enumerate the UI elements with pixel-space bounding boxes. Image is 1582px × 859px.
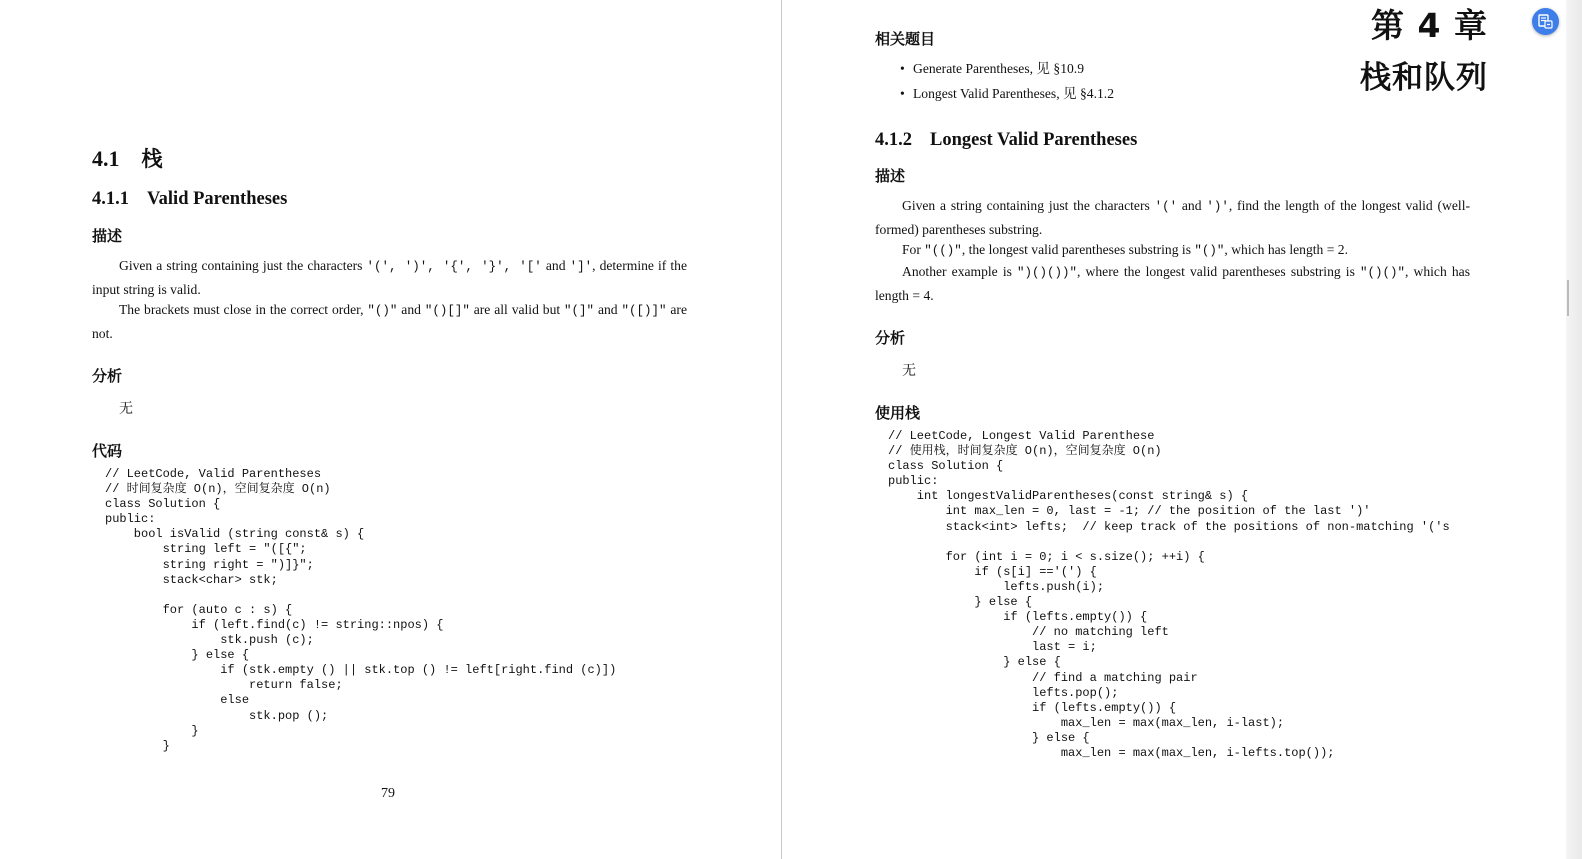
subsection-title: Valid Parentheses (147, 189, 288, 209)
subsection-number: 4.1.1 (92, 189, 129, 209)
code-literal: "(]" (564, 304, 595, 318)
text-run: are not. (92, 302, 687, 341)
text-run: , the longest valid parentheses substring is (961, 242, 1195, 257)
section-heading (92, 143, 163, 173)
code-literal: '(', ')', '{', '}', '[' (366, 260, 542, 274)
code-literal: "()" (367, 304, 398, 318)
description-paragraph (92, 255, 687, 300)
code-literal: "(()" (924, 244, 962, 258)
code-block: // LeetCode, Valid Parentheses // 时间复杂度 O(n)，空间复杂度 O(n) class Solution { public: bool isValid (string const& s) { string left = "([{"; string right = ")]}"; stack<char> stk; for (auto c : s) { if (left.find(c) != string::npos) { stk.push (c); } else { if (stk.empty () || stk.top () != left[right.find (c)]) return false; else stk.pop (); } } (105, 467, 617, 753)
analysis-heading: 分析 (92, 367, 123, 385)
code-block: // LeetCode, Longest Valid Parenthese // 使用栈，时间复杂度 O(n)，空间复杂度 O(n) class Solution { public: int longestValidParentheses(const string& s) { int max_len = 0, last = -1; // the position of the last ')' stack<int> lefts; // keep track of the positions of non-matching '('s for (int i = 0; i < s.size(); ++i) { if (s[i] =='(') { lefts.push(i); } else { if (lefts.empty()) { // no matching left last = i; } else { // find a matching pair lefts.pop(); if (lefts.empty()) { max_len = max(max_len, i-last); } else { max_len = max(max_len, i-lefts.top()); (888, 429, 1450, 760)
code-literal: ')' (1206, 200, 1229, 214)
page-divider (781, 0, 782, 859)
description-paragraph (92, 299, 687, 344)
text-run: and (1177, 198, 1207, 213)
text-run: For (902, 242, 925, 257)
stack-solution-heading: 使用栈 (875, 404, 921, 422)
analysis-text: 无 (119, 401, 133, 417)
section-title: 栈 (141, 147, 163, 171)
description-heading: 描述 (92, 227, 123, 245)
text-run: Given a string containing just the characters (119, 258, 367, 273)
code-literal: "([)]" (621, 304, 667, 318)
document-translate-icon (1538, 14, 1553, 29)
related-item[interactable] (900, 58, 1114, 83)
text-run: , find the length of the longest valid (well-formed) parentheses substring. (875, 198, 1470, 237)
text-run: and (541, 258, 570, 273)
scrollbar-track[interactable] (1566, 0, 1582, 859)
text-run: , where the longest valid parentheses substring is (1077, 264, 1360, 279)
scrollbar-handle[interactable] (1567, 280, 1569, 316)
code-literal: '(' (1154, 200, 1178, 214)
bullet-icon: • (900, 61, 905, 76)
related-item[interactable] (900, 83, 1114, 108)
subsection-title: Longest Valid Parentheses (930, 130, 1138, 150)
code-literal: "()[]" (424, 304, 470, 318)
text-run: , which has length = 4. (875, 264, 1470, 303)
related-problems-heading: 相关题目 (875, 30, 936, 48)
description-paragraph (875, 195, 1470, 240)
text-run: , which has length = 2. (1224, 242, 1348, 257)
description-paragraph (875, 239, 1470, 263)
code-heading: 代码 (92, 442, 123, 460)
related-problems-list (900, 58, 1114, 108)
related-item-label: Longest Valid Parentheses, 见 §4.1.2 (913, 86, 1114, 101)
chapter-number: 第 4 章 (1371, 6, 1488, 45)
subsection-heading (92, 189, 287, 210)
description-heading: 描述 (875, 167, 906, 185)
description-paragraph (875, 261, 1470, 306)
text-run: are all valid but (469, 302, 565, 317)
related-item-label: Generate Parentheses, 见 §10.9 (913, 61, 1084, 76)
text-run: and (397, 302, 425, 317)
chapter-title: 栈和队列 (1360, 60, 1488, 96)
text-run: Another example is (902, 264, 1018, 279)
text-run: Given a string containing just the characters (902, 198, 1155, 213)
subsection-heading (875, 130, 1137, 151)
clipped-text-fragment (884, 0, 904, 2)
subsection-number: 4.1.2 (875, 130, 912, 150)
page-number: 79 (381, 786, 395, 801)
bullet-icon: • (900, 86, 905, 101)
code-literal: ']' (569, 260, 593, 274)
analysis-heading: 分析 (875, 329, 906, 347)
text-run: , determine if the input string is valid. (92, 258, 687, 297)
analysis-text: 无 (902, 363, 916, 379)
code-literal: ")()())" (1017, 266, 1078, 280)
translate-button[interactable] (1532, 8, 1559, 35)
code-literal: "()()" (1359, 266, 1405, 280)
section-number: 4.1 (92, 146, 120, 171)
code-literal: "()" (1194, 244, 1225, 258)
text-run: The brackets must close in the correct order, (119, 302, 368, 317)
text-run: and (594, 302, 622, 317)
